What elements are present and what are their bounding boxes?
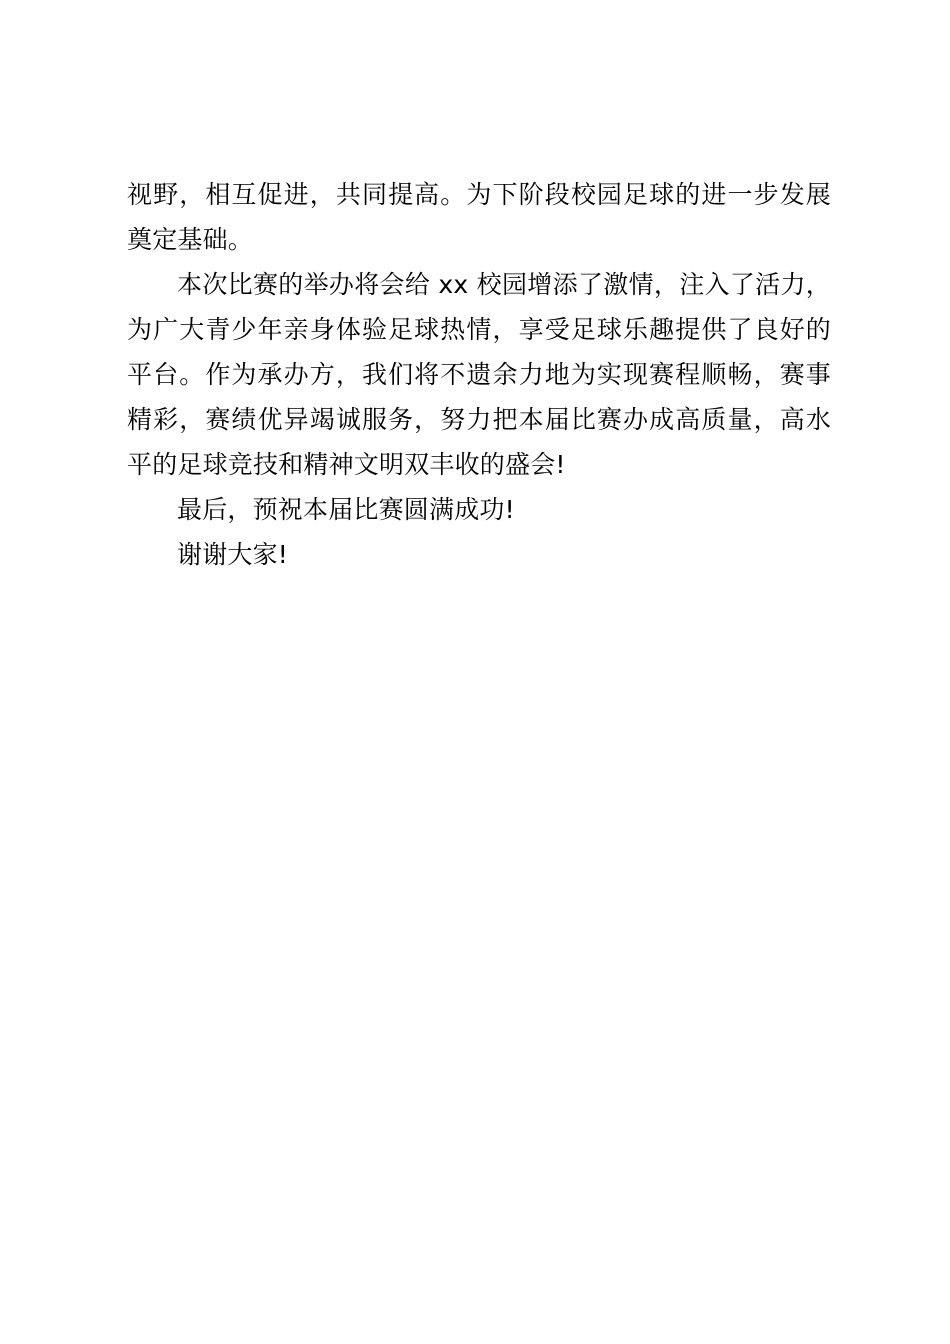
- paragraph-wishes: 最后，预祝本届比赛圆满成功!: [177, 495, 515, 524]
- paragraph-continuation: 视野，相互促进，共同提高。为下阶段校园足球的进一步发展奠定基础。: [127, 180, 831, 254]
- paragraph-event-significance: 本次比赛的举办将会给 xx 校园增添了激情，注入了活力，为广大青少年亲身体验足球热情，享受足球乐趣提供了良好的平台。作为承办方，我们将不遗余力地为实现赛程顺畅，赛事精彩，赛绩优异竭诚服务，努力把本届比赛办成高质量，高水平的足球竞技和精神文明双丰收的盛会!: [127, 270, 831, 479]
- paragraph-thanks: 谢谢大家!: [177, 540, 289, 569]
- document-body: [127, 172, 831, 577]
